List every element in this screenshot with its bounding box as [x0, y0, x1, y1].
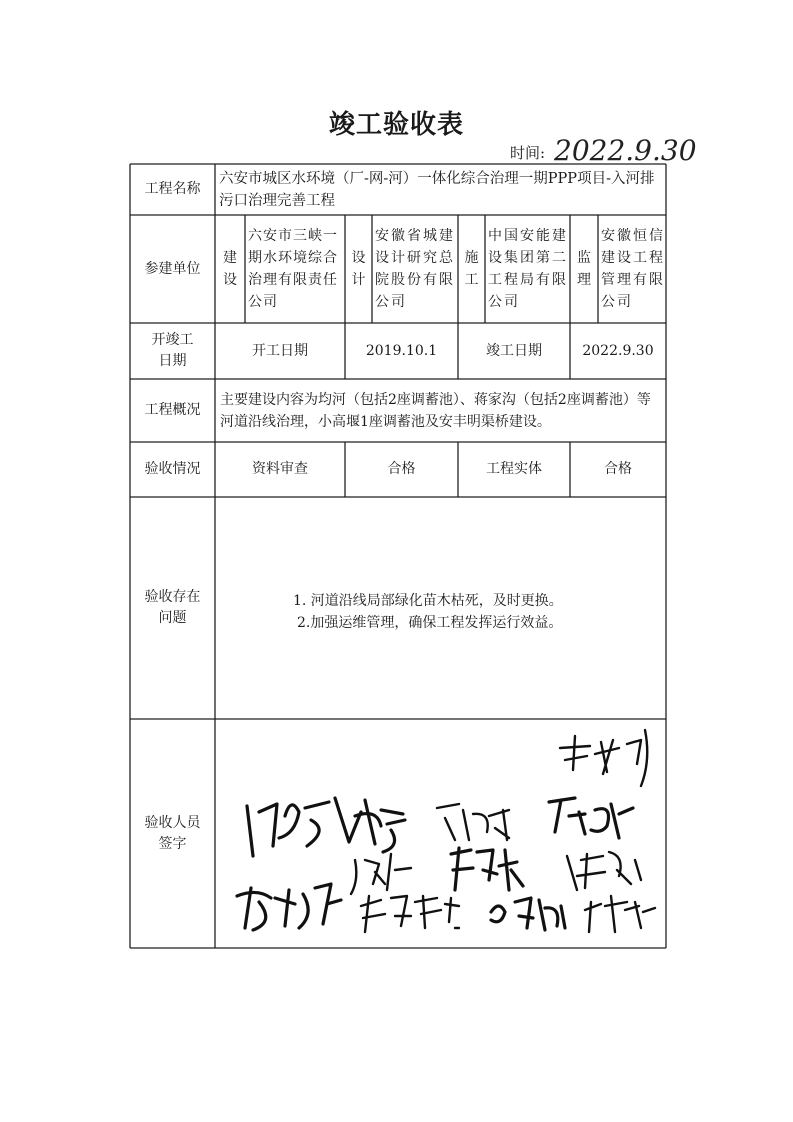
- entity-result: 合格: [604, 461, 632, 477]
- dates-label: 开竣工日期: [151, 332, 194, 369]
- signatures-label: 验收人员签字: [144, 814, 201, 852]
- start-date-value: 2019.10.1: [365, 342, 438, 359]
- entity-label: 工程实体: [486, 461, 542, 477]
- doc-review-label: 资料审查: [252, 461, 308, 477]
- date-label: 时间:: [510, 144, 546, 162]
- supervise-unit: 安徽恒信建设工程管理有限公司: [601, 228, 665, 310]
- doc-review-result: 合格: [387, 461, 416, 477]
- project-name-label: 工程名称: [144, 181, 201, 197]
- issue-item: 2.加强运维管理，确保工程发挥运行效益。: [297, 615, 563, 631]
- design-unit: 安徽省城建设计研究总院股份有限公司: [375, 228, 455, 310]
- overview-value: 主要建设内容为均河（包括2座调蓄池）、蒋家沟（包括2座调蓄池）等河道沿线治理，小高堰1座调蓄池及安丰明渠桥建设。: [220, 391, 651, 430]
- construct-label: 施工: [464, 250, 479, 288]
- issues-list: [215, 590, 666, 634]
- design-label: 设计: [351, 250, 366, 288]
- construct-unit: 中国安能建设集团第二工程局有限公司: [488, 228, 568, 310]
- end-date-label: 竣工日期: [486, 342, 542, 359]
- issues-label: 验收存在问题: [144, 589, 201, 626]
- end-date-value: 2022.9.30: [582, 342, 654, 359]
- acceptance-label: 验收情况: [144, 461, 201, 477]
- document-title: 竣工验收表: [328, 110, 464, 140]
- supervise-label: 监理: [577, 250, 591, 288]
- participants-label: 参建单位: [144, 260, 201, 277]
- build-label: 建设: [223, 250, 237, 288]
- project-name-value: 六安市城区水环境（厂-网-河）一体化综合治理一期PPP项目-入河排污口治理完善工程: [219, 171, 655, 209]
- svg-text:2022.9.30: 2022.9.30: [554, 134, 697, 167]
- issue-item: 1. 河道沿线局部绿化苗木枯死，及时更换。: [293, 593, 563, 609]
- build-unit: 六安市三峡一期水环境综合治理有限责任公司: [248, 228, 338, 310]
- overview-label: 工程概况: [144, 402, 201, 418]
- start-date-label: 开工日期: [252, 342, 308, 359]
- handwritten-signatures: [215, 720, 665, 946]
